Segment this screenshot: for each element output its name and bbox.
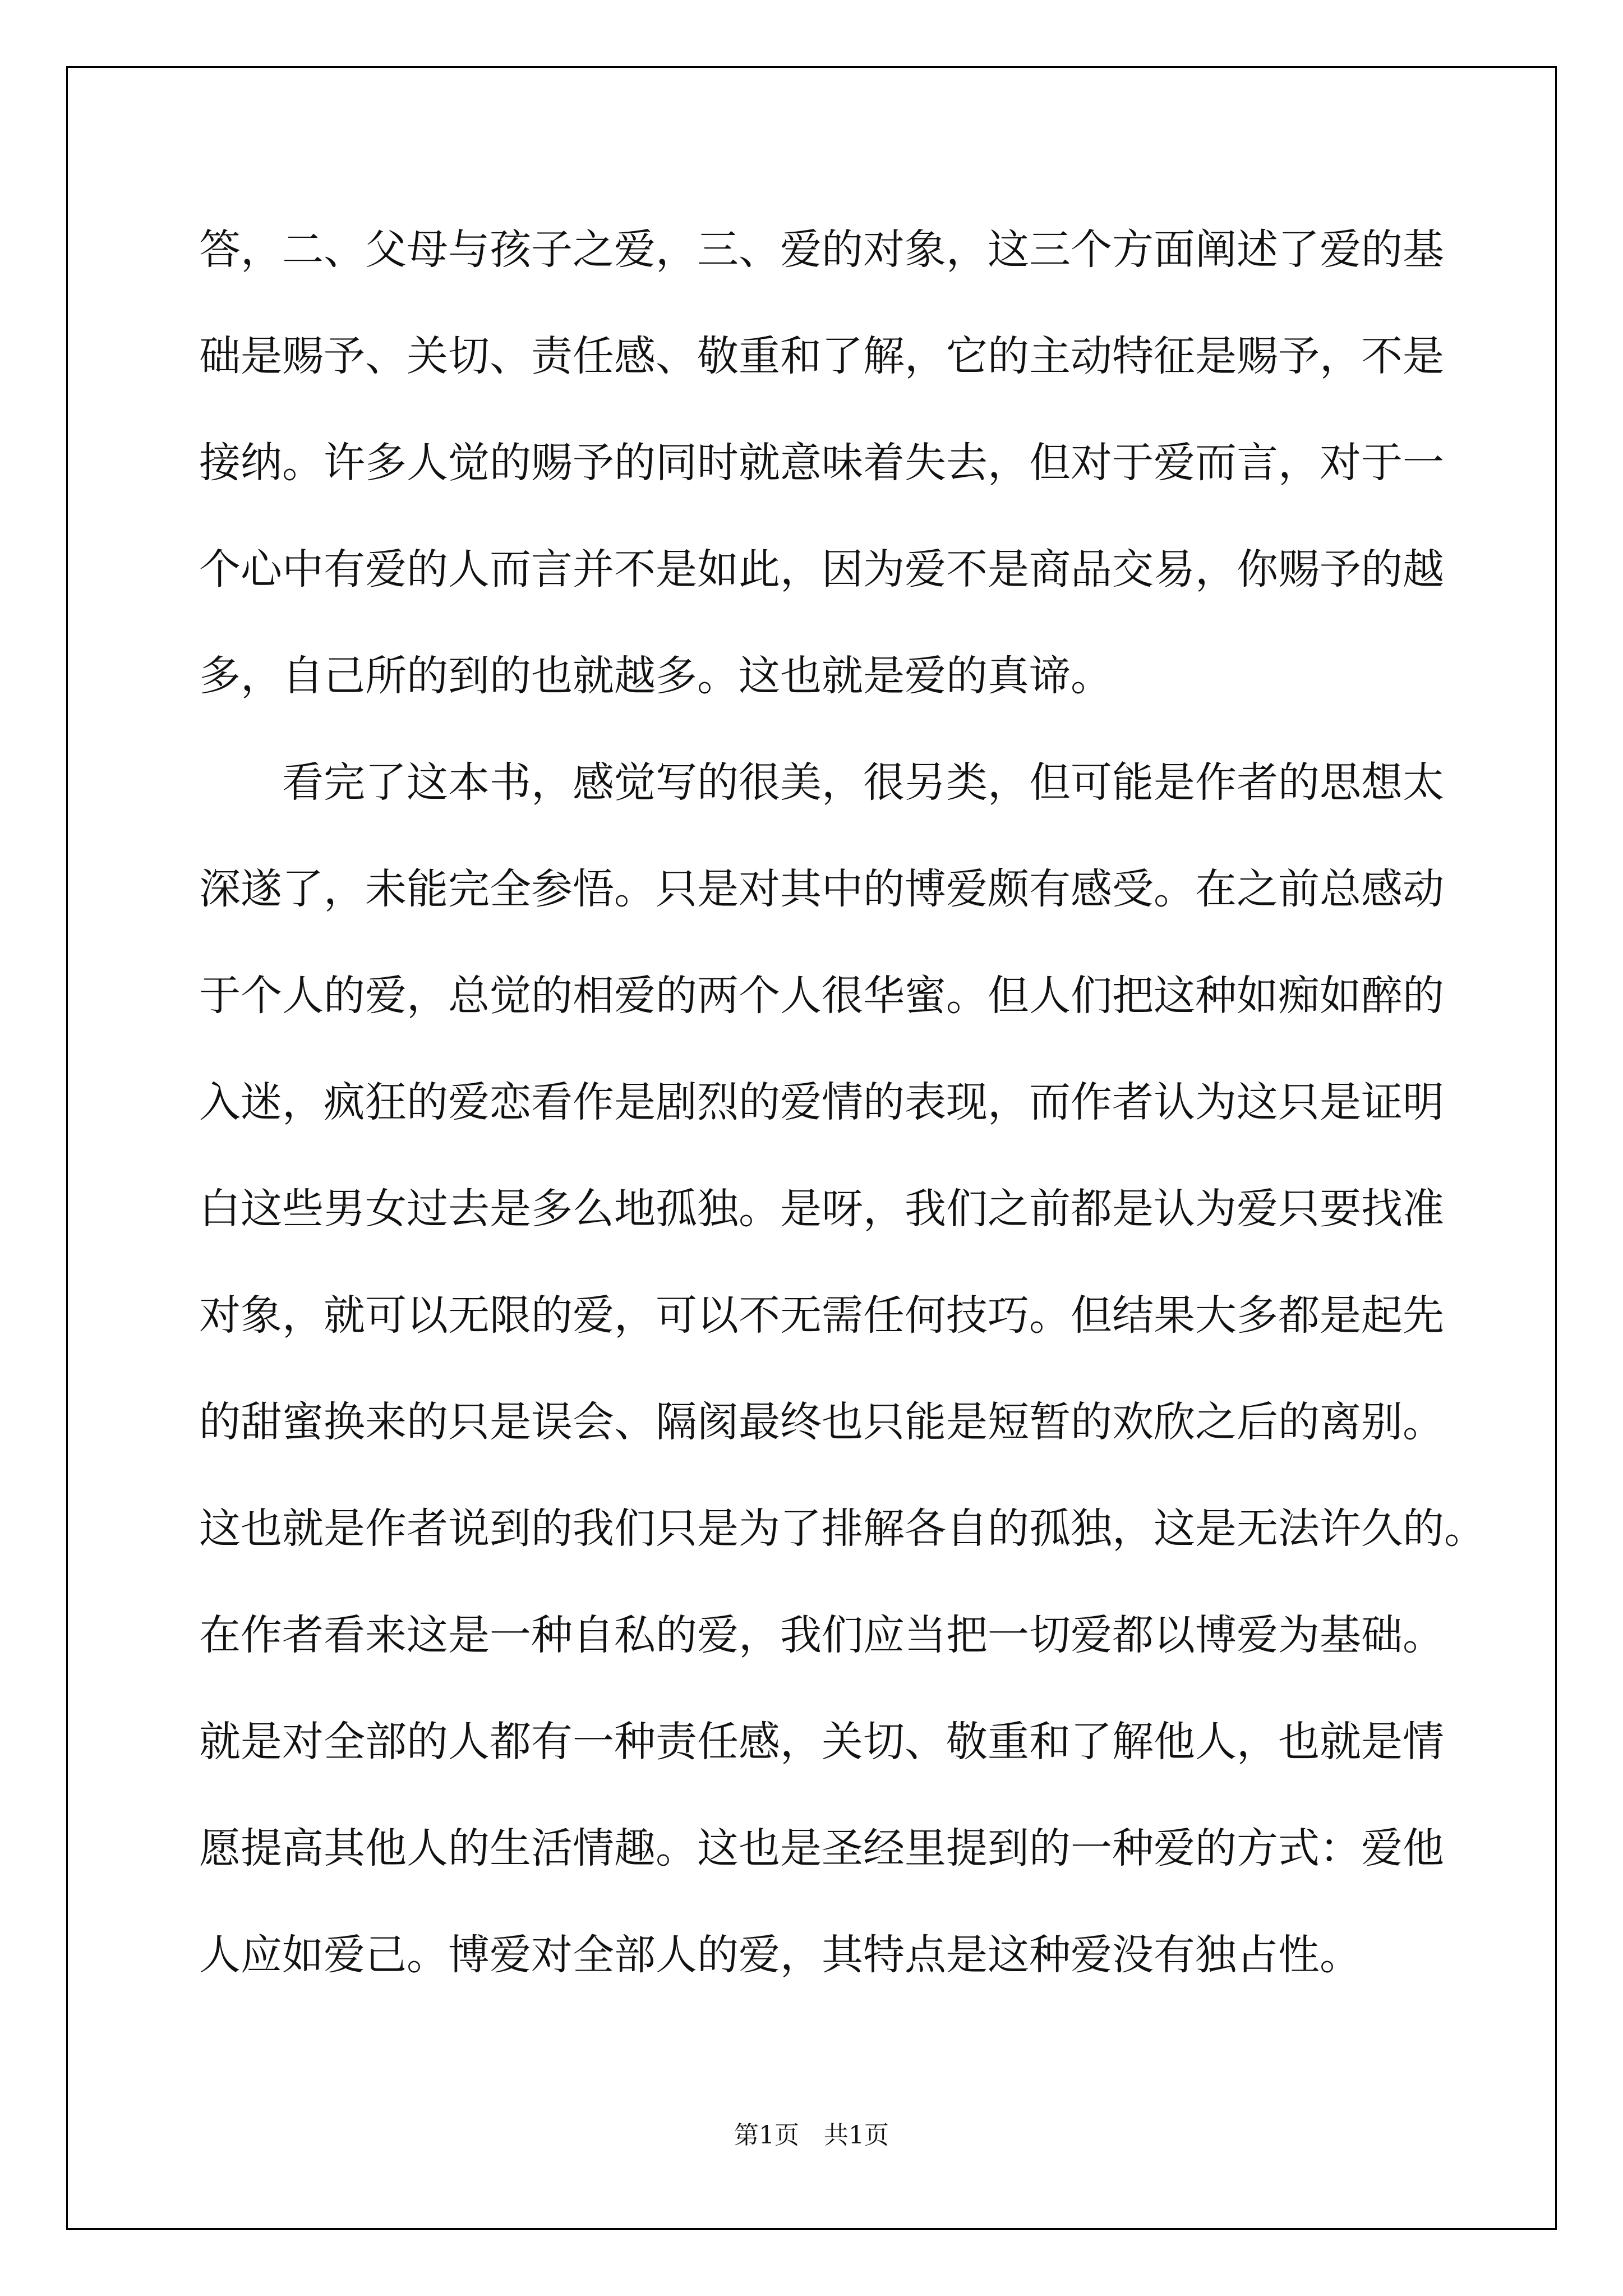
text-line: 愿提高其他人的生活情趣。这也是圣经里提到的一种爱的方式：爱他 <box>199 1824 1444 1872</box>
paragraph-start-line: 看完了这本书，感觉写的很美，很另类，但可能是作者的思想太 <box>282 758 1444 807</box>
text-line: 个心中有爱的人而言并不是如此，因为爱不是商品交易，你赐予的越 <box>199 545 1444 593</box>
text-line: 多，自己所的到的也就越多。这也就是爱的真谛。 <box>199 652 1112 700</box>
text-line: 深遂了，未能完全参悟。只是对其中的博爱颇有感受。在之前总感动 <box>199 865 1444 913</box>
text-line: 答，二、父母与孩子之爱，三、爱的对象，这三个方面阐述了爱的基 <box>199 226 1444 274</box>
document-body <box>199 208 1486 2019</box>
text-line: 于个人的爱，总觉的相爱的两个人很华蜜。但人们把这种如痴如醉的 <box>199 972 1444 1020</box>
text-line: 白这些男女过去是多么地孤独。是呀，我们之前都是认为爱只要找准 <box>199 1185 1444 1233</box>
text-line: 在作者看来这是一种自私的爱，我们应当把一切爱都以博爱为基础。 <box>199 1611 1444 1659</box>
text-line: 础是赐予、关切、责任感、敬重和了解，它的主动特征是赐予，不是 <box>199 332 1444 380</box>
text-line: 的甜蜜换来的只是误会、隔阂最终也只能是短暂的欢欣之后的离别。 <box>199 1398 1444 1446</box>
text-line: 这也就是作者说到的我们只是为了排解各自的孤独，这是无法许久的。 <box>199 1504 1486 1553</box>
text-line: 人应如爱己。博爱对全部人的爱，其特点是这种爱没有独占性。 <box>199 1931 1361 1979</box>
text-line: 对象，就可以无限的爱，可以不无需任何技巧。但结果大多都是起先 <box>199 1291 1444 1340</box>
text-line: 接纳。许多人觉的赐予的同时就意味着失去，但对于爱而言，对于一 <box>199 439 1444 487</box>
text-line: 入迷，疯狂的爱恋看作是剧烈的爱情的表现，而作者认为这只是证明 <box>199 1078 1444 1126</box>
page-footer: 第1页 共1页 <box>734 2121 889 2150</box>
text-line: 就是对全部的人都有一种责任感，关切、敬重和了解他人，也就是情 <box>199 1718 1444 1766</box>
